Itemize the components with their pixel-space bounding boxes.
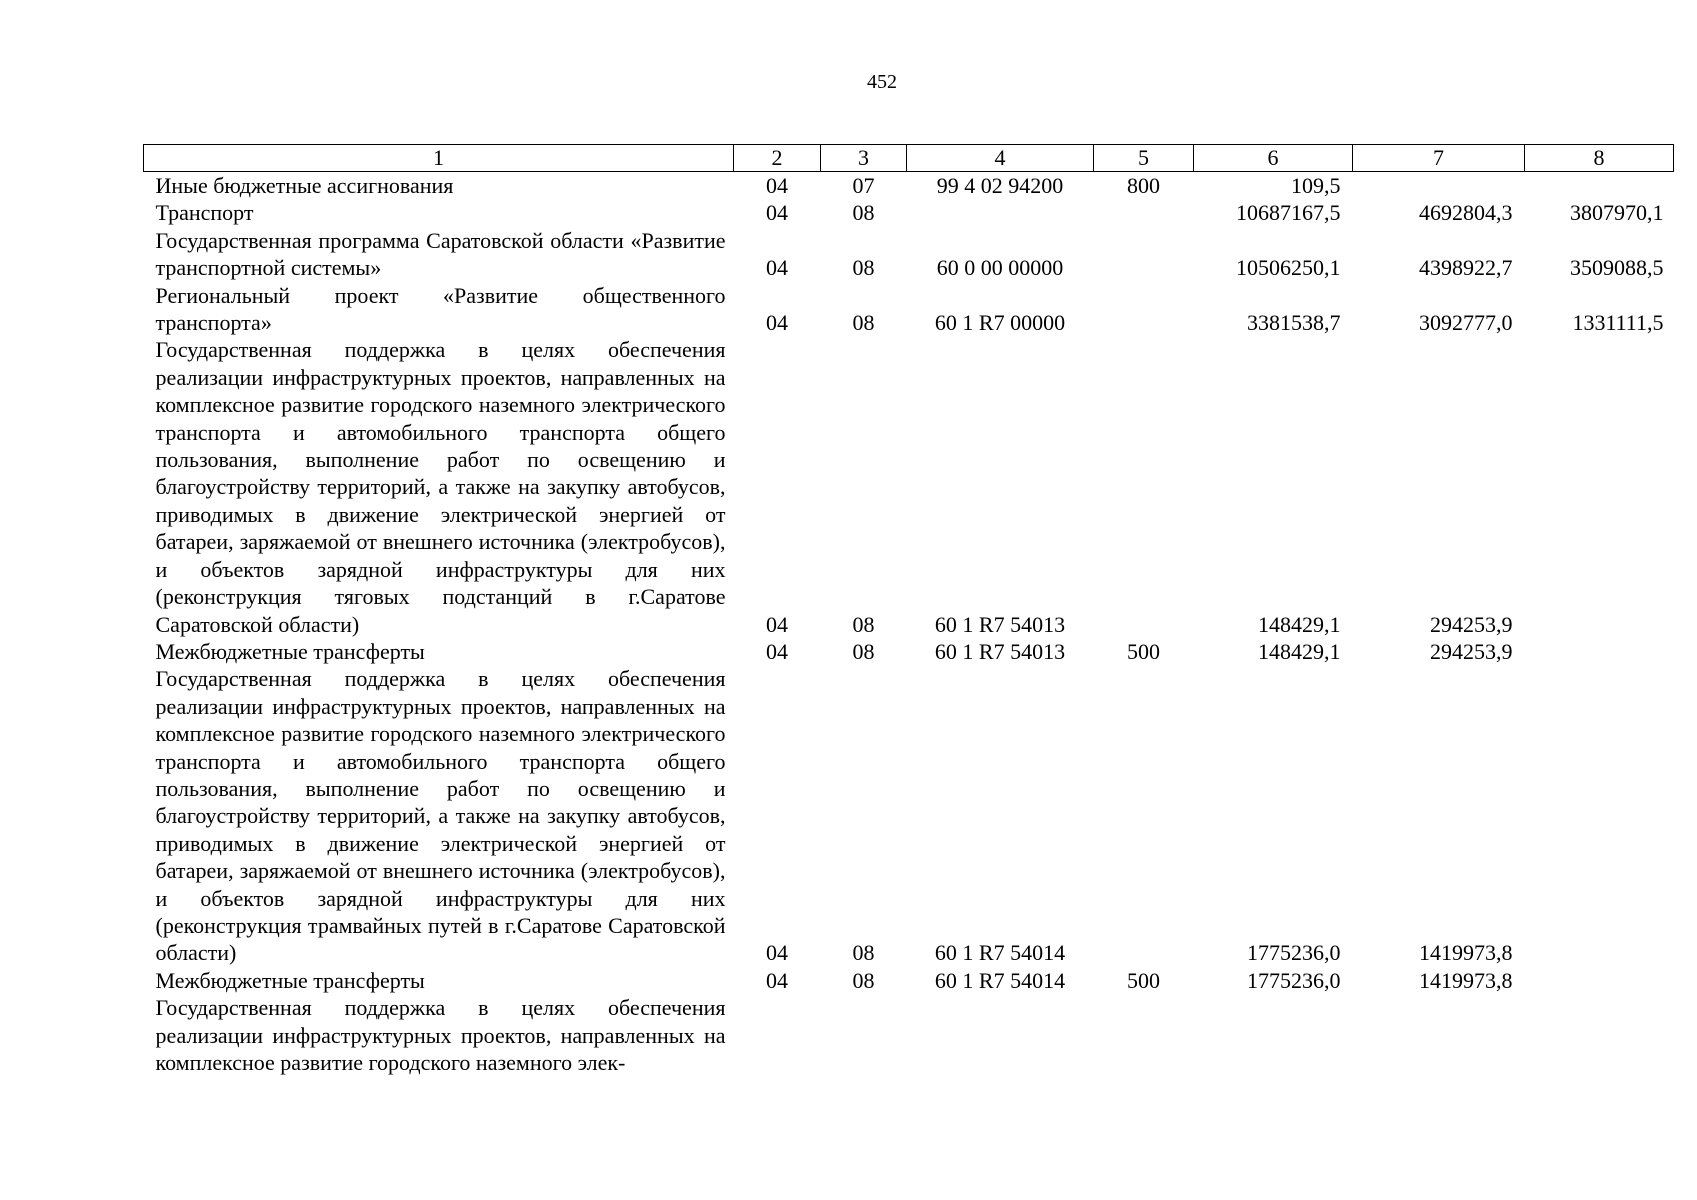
section-code: 04: [766, 310, 788, 336]
target-article-code: [907, 199, 1094, 226]
column-header: 5: [1094, 145, 1194, 172]
target-article-code: 60 0 00 00000: [936, 255, 1064, 281]
amount-col8: 3807970,1: [1570, 200, 1664, 226]
subsection-code: 08: [852, 310, 875, 336]
budget-table: [143, 144, 1674, 1076]
target-article-code: 60 1 R7 54014: [934, 967, 1066, 993]
subsection-code: 08: [852, 967, 875, 993]
column-header: 2: [734, 145, 821, 172]
amount-col6: 3381538,7: [1247, 310, 1341, 336]
amount-col8: [1525, 336, 1674, 637]
subsection-code: [821, 994, 907, 1076]
target-article-code: 60 1 R7 54013: [934, 611, 1066, 637]
section-code: [734, 994, 821, 1076]
subsection-code: 08: [852, 611, 875, 637]
table-row: [144, 994, 1674, 1076]
amount-col6: 148429,1: [1258, 638, 1341, 664]
table-row: [144, 199, 1674, 226]
subsection-code: 08: [852, 255, 875, 281]
section-code: 04: [766, 638, 788, 664]
column-header: 4: [907, 145, 1094, 172]
target-article-code: 99 4 02 94200: [936, 173, 1064, 198]
amount-col8: 1331111,5: [1572, 310, 1664, 336]
column-header: 8: [1525, 145, 1674, 172]
row-name: Иные бюджетные ассигнования: [155, 173, 454, 198]
expense-type-code: [1094, 336, 1194, 637]
amount-col8: [1525, 994, 1674, 1076]
table-row: [144, 967, 1674, 994]
subsection-code: 07: [852, 173, 875, 198]
amount-col7: 294253,9: [1430, 611, 1513, 637]
amount-col6: 1775236,0: [1247, 967, 1341, 993]
section-code: 04: [766, 611, 788, 637]
table-row: [144, 227, 1674, 282]
target-article-code: 60 1 R7 00000: [934, 310, 1066, 336]
table-row: [144, 282, 1674, 337]
amount-col8: [1525, 638, 1674, 665]
amount-col7: 294253,9: [1430, 638, 1513, 664]
amount-col8: [1525, 172, 1674, 200]
expense-type-code: [1094, 227, 1194, 282]
subsection-code: 08: [852, 940, 875, 966]
amount-col7: 1419973,8: [1419, 967, 1513, 993]
subsection-code: 08: [852, 638, 875, 664]
amount-col7: 4692804,3: [1419, 200, 1513, 226]
column-header: 7: [1353, 145, 1525, 172]
row-name: Межбюджетные трансферты: [155, 638, 425, 664]
section-code: 04: [766, 940, 788, 966]
row-name: Государственная поддержка в целях обеспечения реализации инфраструктурных проектов, направленных на комплексное развитие городского наземного электрического транспорта и автомобильного транспорта общего пользования, выполнение работ по освещению и благоустройству территорий, а также на закупку автобусов, приводимых в движение электрической энергией от батареи, заряжаемой от внешнего источника (электробусов), и объектов зарядной инфраструктуры для них (реконструкция тяговых подстанций в г.Саратове Саратовской области): [155, 337, 726, 637]
amount-col7: 1419973,8: [1419, 940, 1513, 966]
expense-type-code: [1094, 665, 1194, 966]
column-header: 1: [144, 145, 734, 172]
amount-col7: [1353, 994, 1525, 1076]
target-article-code: 60 1 R7 54014: [934, 940, 1066, 966]
amount-col6: 148429,1: [1258, 611, 1341, 637]
row-name: Транспорт: [155, 200, 254, 226]
amount-col8: [1525, 967, 1674, 994]
table-row: [144, 172, 1674, 200]
amount-col6: [1194, 994, 1353, 1076]
target-article-code: [907, 994, 1094, 1076]
amount-col6: 10506250,1: [1236, 255, 1341, 281]
expense-type-code: 500: [1127, 967, 1160, 993]
column-header: 3: [821, 145, 907, 172]
expense-type-code: [1094, 199, 1194, 226]
amount-col7: 4398922,7: [1419, 255, 1513, 281]
expense-type-code: 800: [1127, 173, 1160, 198]
expense-type-code: [1094, 282, 1194, 337]
row-name: Межбюджетные трансферты: [155, 967, 425, 993]
row-name: Региональный проект «Развитие общественного транспорта»: [155, 282, 726, 336]
amount-col8: [1525, 665, 1674, 966]
expense-type-code: 500: [1127, 638, 1160, 664]
subsection-code: 08: [852, 200, 875, 226]
amount-col7: 3092777,0: [1419, 310, 1513, 336]
amount-col8: 3509088,5: [1570, 255, 1664, 281]
table-row: [144, 638, 1674, 665]
amount-col6: 10687167,5: [1236, 200, 1341, 226]
column-header: 6: [1194, 145, 1353, 172]
target-article-code: 60 1 R7 54013: [934, 638, 1066, 664]
section-code: 04: [766, 200, 788, 226]
row-name: Государственная поддержка в целях обеспечения реализации инфраструктурных проектов, направленных на комплексное развитие городского наземного электрического транспорта и автомобильного транспорта общего пользования, выполнение работ по освещению и благоустройству территорий, а также на закупку автобусов, приводимых в движение электрической энергией от батареи, заряжаемой от внешнего источника (электробусов), и объектов зарядной инфраструктуры для них (реконструкция трамвайных путей в г.Саратове Саратовской области): [155, 666, 726, 966]
section-code: 04: [766, 255, 788, 281]
amount-col6: 1775236,0: [1247, 940, 1341, 966]
page-number: 452: [867, 71, 897, 93]
table-row: [144, 665, 1674, 966]
table-header-row: [144, 145, 1674, 172]
expense-type-code: [1094, 994, 1194, 1076]
section-code: 04: [766, 967, 788, 993]
row-name: Государственная поддержка в целях обеспечения реализации инфраструктурных проектов, направленных на комплексное развитие городского наземного элек-: [155, 995, 726, 1075]
table-row: [144, 336, 1674, 637]
section-code: 04: [766, 173, 788, 198]
row-name: Государственная программа Саратовской области «Развитие транспортной системы»: [155, 227, 726, 281]
amount-col6: 109,5: [1291, 173, 1341, 198]
amount-col7: [1353, 172, 1525, 200]
